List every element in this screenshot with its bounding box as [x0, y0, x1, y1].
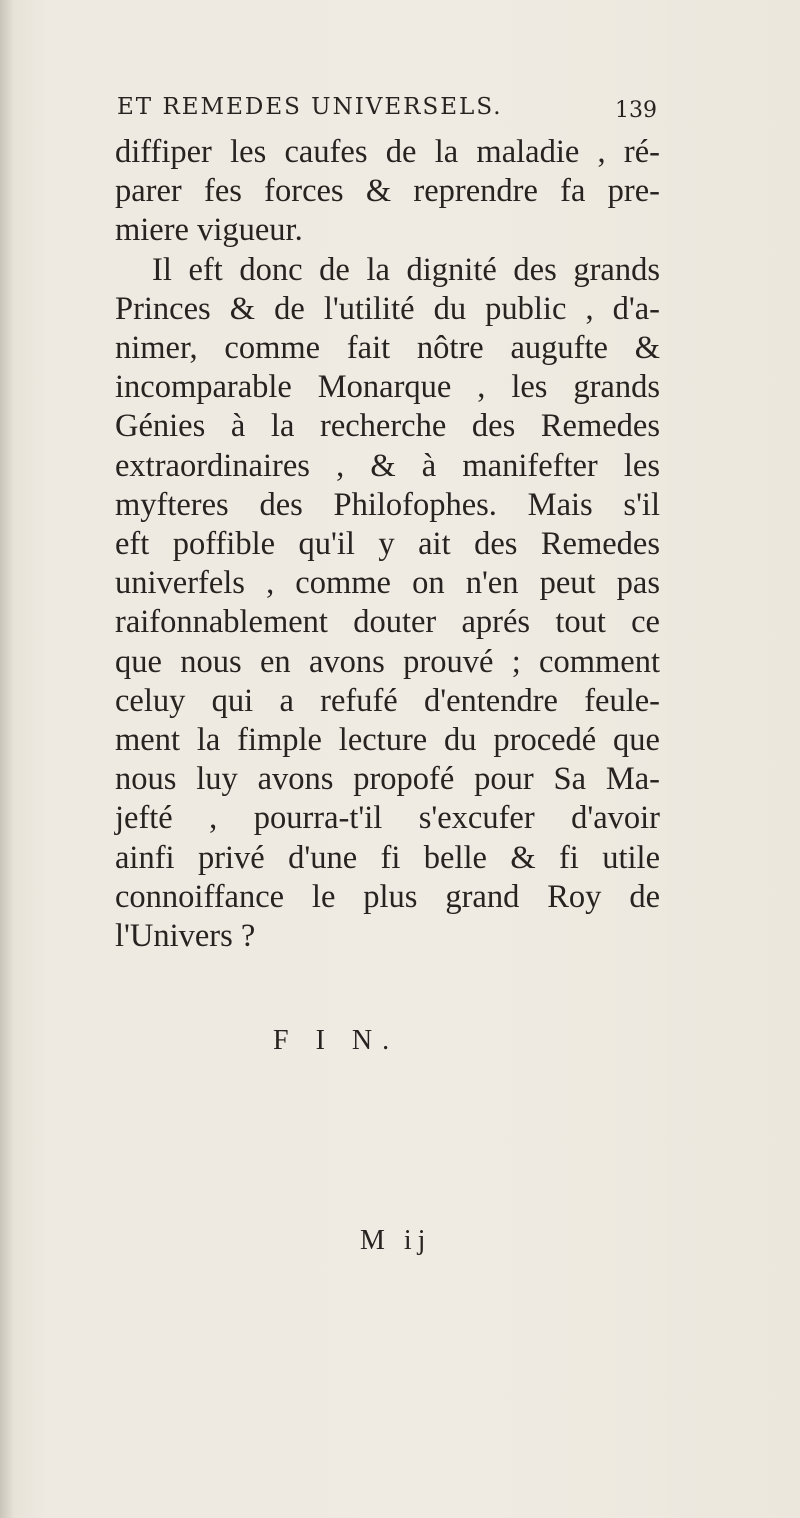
- text-line: myfteres des Philofophes. Mais s'il: [115, 486, 660, 523]
- text-line: connoiffance le plus grand Roy de: [115, 878, 660, 915]
- text-line: diffiper les caufes de la maladie , ré-: [115, 134, 660, 170]
- text-line: Princes & de l'utilité du public , d'a-: [115, 290, 660, 327]
- body-text: [115, 133, 660, 956]
- text-line: nous luy avons propofé pour Sa Ma-: [115, 761, 660, 798]
- text-line: ment la fimple lecture du procedé que: [115, 722, 660, 759]
- running-head-title: ET REMEDES UNIVERSELS.: [117, 94, 503, 120]
- text-line: extraordinaires , & à manifefter les: [115, 447, 660, 484]
- signature-mark: M ij: [360, 1225, 432, 1256]
- text-line: eft poffible qu'il y ait des Remedes: [115, 526, 660, 563]
- text-line: incomparable Monarque , les grands: [115, 369, 660, 406]
- text-line: ainfi privé d'une fi belle & fi utile: [115, 839, 660, 876]
- text-line: univerfels , comme on n'en peut pas: [115, 565, 660, 602]
- fin-mark: F I N.: [273, 1025, 400, 1056]
- page-number: 139: [615, 98, 657, 123]
- text-line: que nous en avons prouvé ; comment: [115, 643, 660, 680]
- text-line: celuy qui a refufé d'entendre feule-: [115, 682, 660, 719]
- page-gutter-shadow: [0, 0, 14, 1518]
- text-line: l'Univers ?: [115, 918, 256, 955]
- text-line: raifonnablement douter aprés tout ce: [115, 604, 660, 641]
- text-line: jefté , pourra-t'il s'excufer d'avoir: [115, 800, 660, 837]
- text-line: Génies à la recherche des Remedes: [115, 408, 660, 445]
- running-head: [117, 94, 657, 134]
- text-line: miere vigueur.: [115, 212, 303, 249]
- text-line: parer fes forces & reprendre fa pre-: [115, 173, 660, 210]
- text-line: Il eft donc de la dignité des grands: [152, 251, 660, 288]
- text-line: nimer, comme fait nôtre augufte &: [115, 330, 660, 367]
